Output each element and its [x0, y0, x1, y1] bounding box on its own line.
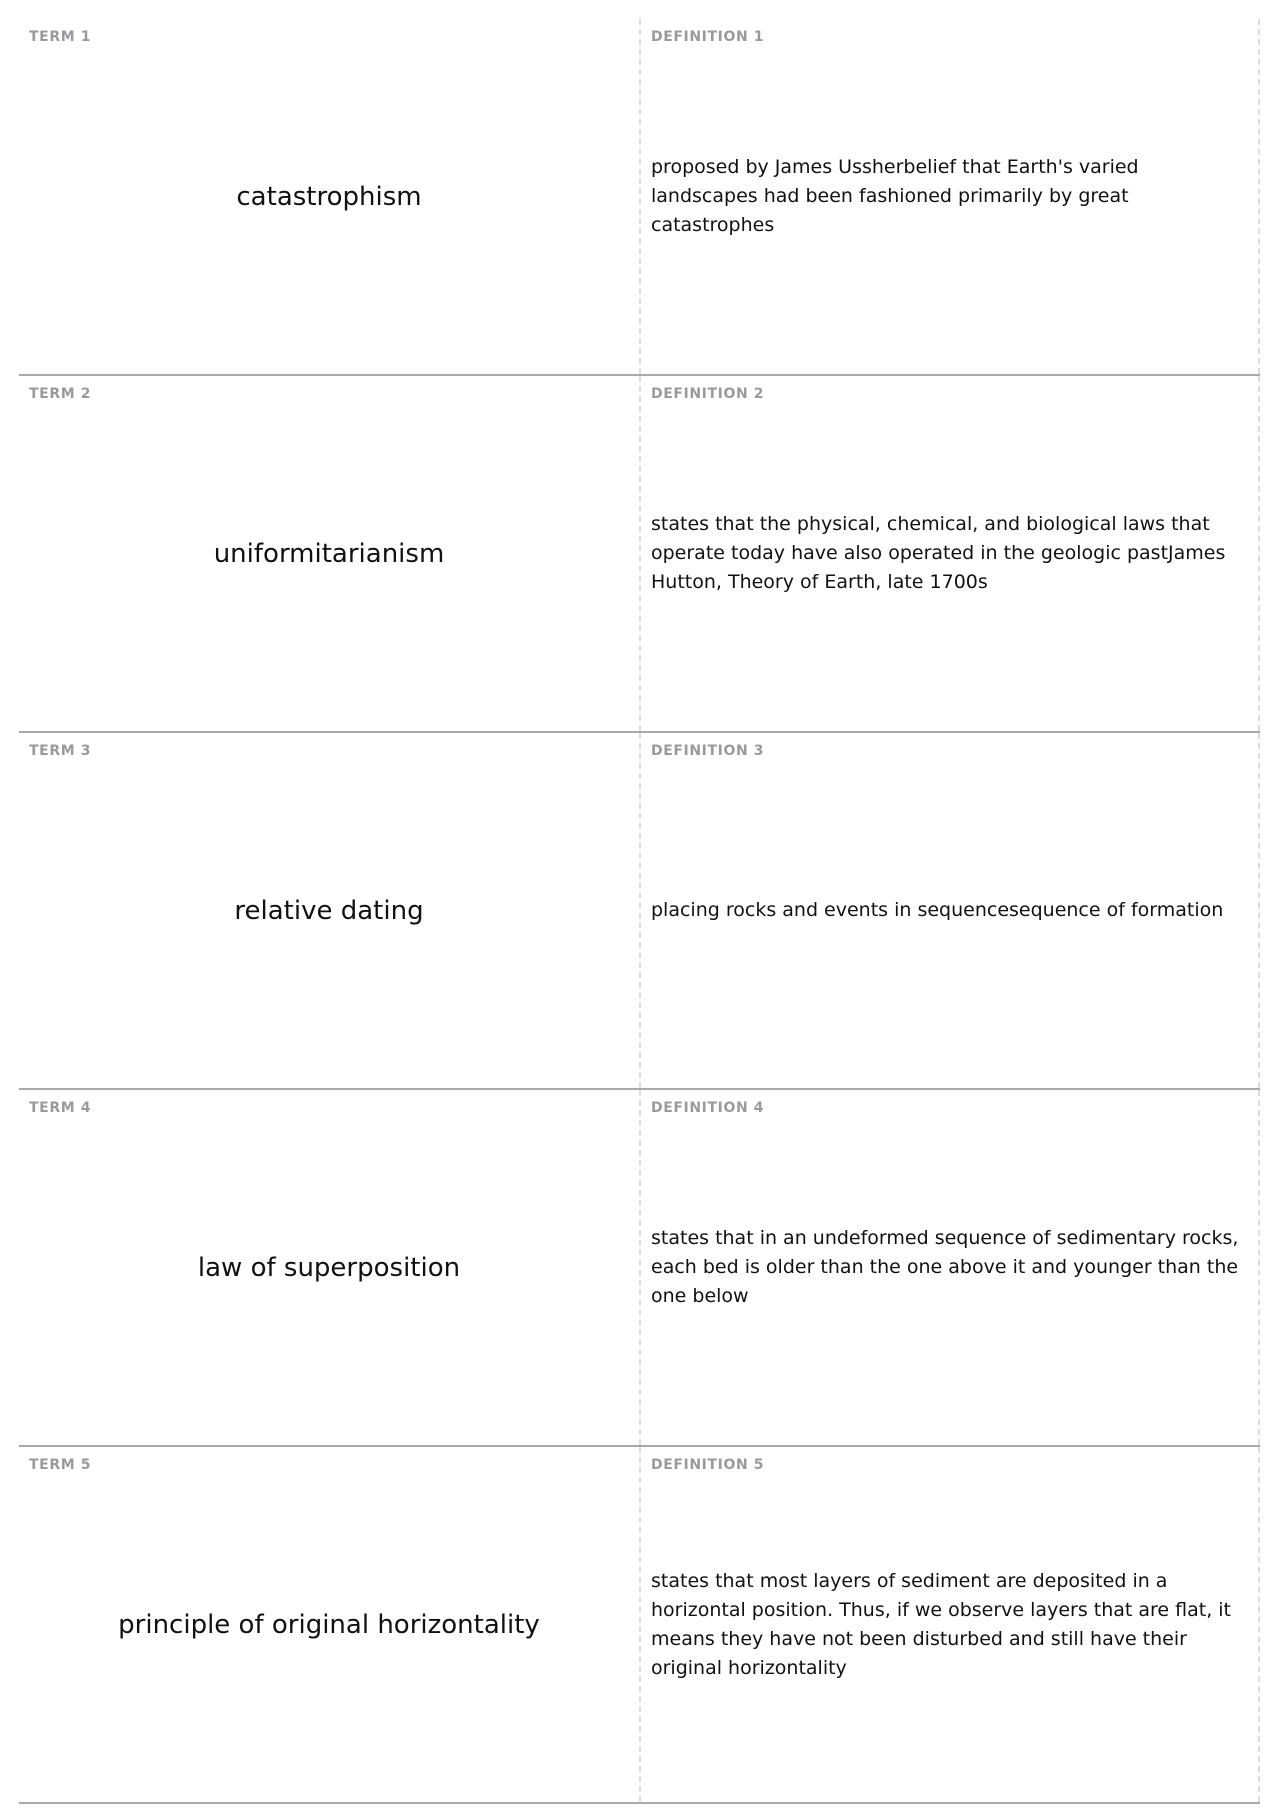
- term-text: [19, 733, 639, 1088]
- term-cell: [19, 1447, 641, 1802]
- term-label: TERM 3: [29, 743, 92, 759]
- definition-label: DEFINITION 2: [651, 386, 765, 402]
- term-value: relative dating: [234, 895, 424, 926]
- term-value: principle of original horizontality: [118, 1609, 540, 1640]
- definition-cell: [641, 733, 1260, 1088]
- definition-label: DEFINITION 5: [651, 1457, 765, 1473]
- term-text: [19, 1447, 639, 1802]
- definition-cell: [641, 1090, 1260, 1445]
- definition-value: states that the physical, chemical, and biological laws that operate today have also operated in the geologic pastJames Hutton, Theory of Earth, late 1700s: [651, 513, 1226, 593]
- flashcard-sheet: [19, 19, 1260, 1804]
- flashcard-row-2: [19, 376, 1260, 733]
- term-label: TERM 4: [29, 1100, 92, 1116]
- definition-text: [651, 19, 1246, 374]
- definition-text: [651, 733, 1246, 1088]
- definition-value: placing rocks and events in sequencesequence of formation: [651, 899, 1224, 921]
- term-cell: [19, 19, 641, 374]
- term-label: TERM 2: [29, 386, 92, 402]
- term-value: catastrophism: [236, 181, 422, 212]
- term-text: [19, 376, 639, 731]
- term-cell: [19, 1090, 641, 1445]
- definition-cell: [641, 376, 1260, 731]
- definition-text: [651, 376, 1246, 731]
- flashcard-row-4: [19, 1090, 1260, 1447]
- term-text: [19, 1090, 639, 1445]
- definition-label: DEFINITION 1: [651, 29, 765, 45]
- flashcard-row-1: [19, 19, 1260, 376]
- definition-text: [651, 1090, 1246, 1445]
- term-cell: [19, 376, 641, 731]
- term-label: TERM 1: [29, 29, 92, 45]
- term-text: [19, 19, 639, 374]
- term-label: TERM 5: [29, 1457, 92, 1473]
- definition-cell: [641, 1447, 1260, 1802]
- definition-value: states that most layers of sediment are deposited in a horizontal position. Thus, if we observe layers that are flat, it means they have not been disturbed and still have their original horizontality: [651, 1569, 1232, 1679]
- definition-value: proposed by James Ussherbelief that Earth's varied landscapes had been fashioned primarily by great catastrophes: [651, 156, 1139, 236]
- flashcard-row-3: [19, 733, 1260, 1090]
- definition-cell: [641, 19, 1260, 374]
- definition-label: DEFINITION 4: [651, 1100, 765, 1116]
- definition-label: DEFINITION 3: [651, 743, 765, 759]
- term-cell: [19, 733, 641, 1088]
- definition-text: [651, 1447, 1246, 1802]
- flashcard-row-5: [19, 1447, 1260, 1804]
- term-value: uniformitarianism: [213, 538, 445, 569]
- definition-value: states that in an undeformed sequence of sedimentary rocks, each bed is older than the one above it and younger than the one below: [651, 1227, 1239, 1307]
- term-value: law of superposition: [197, 1252, 461, 1283]
